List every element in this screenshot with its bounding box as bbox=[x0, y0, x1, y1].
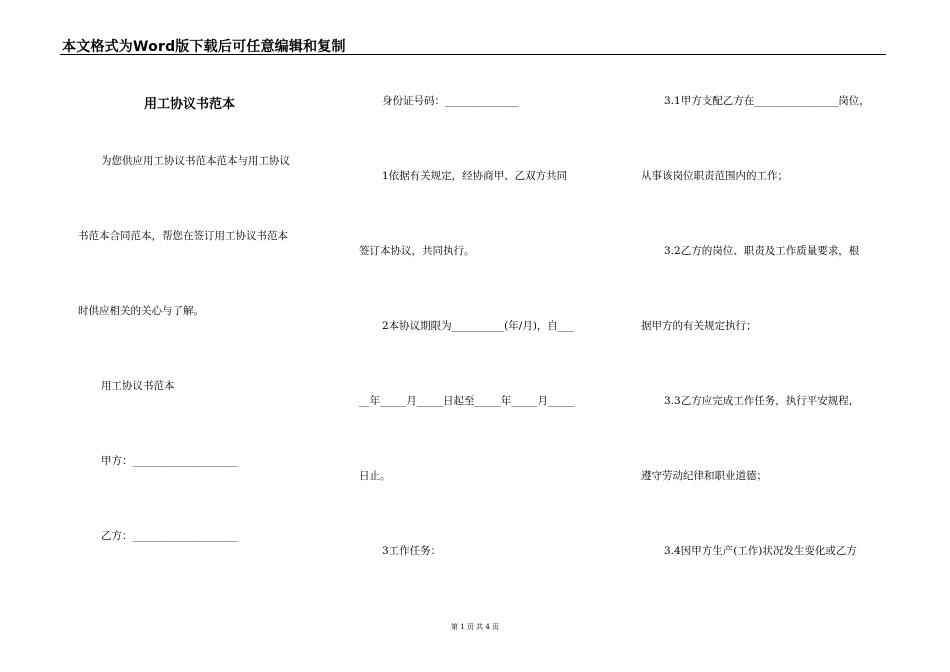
col2-line-2: 1依据有关规定，经协商甲、乙双方共同 bbox=[382, 170, 568, 182]
page-number-footer: 第 1 页 共 4 页 bbox=[450, 623, 500, 631]
col3-line-5: 3.3乙方应完成工作任务，执行平安规程， bbox=[664, 395, 860, 407]
document-header: 本文格式为Word版下载后可任意编辑和复制 bbox=[62, 39, 346, 55]
col2-line-4: 2本协议期限为__________(年/月)，自___ bbox=[382, 320, 574, 332]
document-title: 用工协议书范本 bbox=[144, 97, 236, 112]
col1-line-3: 时供应相关的关心与了解。 bbox=[78, 305, 204, 317]
col1-line-5: 甲方：____________________ bbox=[101, 455, 238, 467]
col1-line-2: 书范本合同范本，帮您在签订用工协议书范本 bbox=[78, 230, 288, 242]
col1-line-4: 用工协议书范本 bbox=[101, 380, 175, 392]
col3-line-3: 3.2乙方的岗位、职责及工作质量要求，根 bbox=[664, 245, 860, 257]
col3-line-1: 3.1甲方支配乙方在________________岗位， bbox=[664, 95, 870, 107]
col3-line-4: 据甲方的有关规定执行； bbox=[641, 320, 757, 332]
col2-line-3: 签订本协议，共同执行。 bbox=[359, 245, 475, 257]
col3-line-2: 从事该岗位职责范围内的工作； bbox=[641, 170, 788, 182]
col1-line-1: 为您供应用工协议书范本范本与用工协议 bbox=[101, 155, 290, 167]
col3-line-6: 遵守劳动纪律和职业道德； bbox=[641, 470, 767, 482]
header-divider bbox=[60, 54, 886, 55]
col2-line-7: 3工作任务： bbox=[382, 545, 442, 557]
col2-line-6: 日止。 bbox=[359, 470, 391, 482]
col3-line-7: 3.4因甲方生产(工作)状况发生变化或乙方 bbox=[664, 545, 857, 557]
col2-line-5: __年_____月_____日起至_____年_____月_____ bbox=[359, 395, 575, 407]
col1-line-6: 乙方：____________________ bbox=[101, 530, 238, 542]
col2-line-1: 身份证号码：______________ bbox=[382, 95, 519, 107]
